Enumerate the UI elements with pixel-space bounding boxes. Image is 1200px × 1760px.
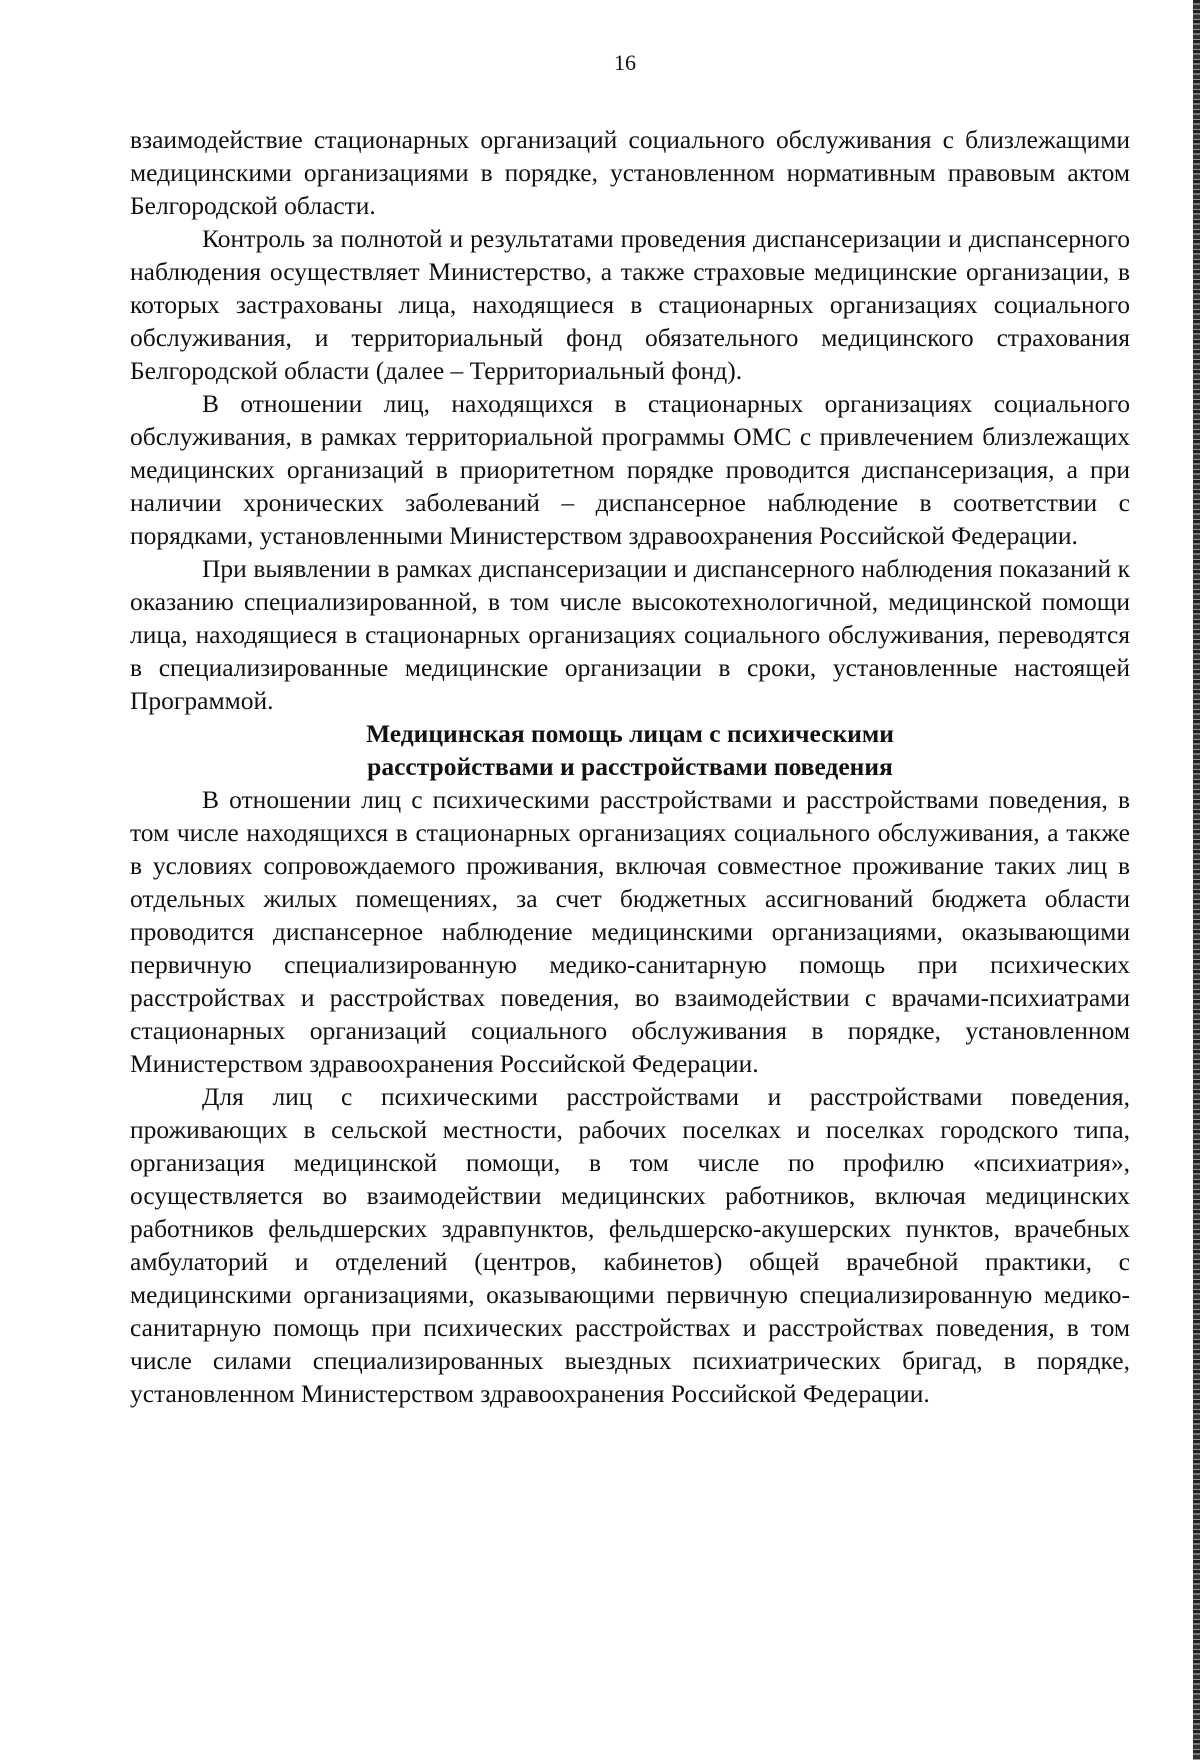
paragraph-control: Контроль за полнотой и результатами проведения диспансеризации и диспансерного наблюдения осуществляет Министерство, а также страховые медицинские организации, в которых застрахованы лица, находящиеся в стационарных организациях социального обслуживания, и территориальный фонд обязательного медицинского страхования Белгородской области (далее – Территориальный фонд). (130, 224, 1130, 385)
section-heading-line-1: Медицинская помощь лицам с психическими (366, 719, 894, 748)
section-heading-line-2: расстройствами и расстройствами поведения (367, 752, 893, 781)
document-body (130, 123, 1130, 1410)
scan-edge-border (1193, 0, 1200, 1760)
page-number: 16 (614, 50, 636, 75)
paragraph-mental-observation: В отношении лиц с психическими расстройствами и расстройствами поведения, в том числе находящихся в стационарных организациях социального обслуживания, а также в условиях сопровождаемого проживания, включая совместное проживание таких лиц в отдельных жилых помещениях, за счет бюджетных ассигнований бюджета области проводится диспансерное наблюдение медицинскими организациями, оказывающими первичную специализированную медико-санитарную помощь при психических расстройствах и расстройствах поведения, во взаимодействии с врачами-психиатрами стационарных организаций социального обслуживания в порядке, установленном Министерством здравоохранения Российской Федерации. (130, 785, 1130, 1078)
paragraph-transfer: При выявлении в рамках диспансеризации и диспансерного наблюдения показаний к оказанию специализированной, в том числе высокотехнологичной, медицинской помощи лица, находящиеся в стационарных организациях социального обслуживания, переводятся в специализированные медицинские организации в сроки, установленные настоящей Программой. (130, 554, 1130, 715)
paragraph-continuation: взаимодействие стационарных организаций социального обслуживания с близлежащими медицинскими организациями в порядке, установленном нормативным правовым актом Белгородской области. (130, 125, 1130, 220)
paragraph-rural-care: Для лиц с психическими расстройствами и расстройствами поведения, проживающих в сельской местности, рабочих поселках и поселках городского типа, организация медицинской помощи, в том числе по профилю «психиатрия», осуществляется во взаимодействии медицинских работников, включая медицинских работников фельдшерских здравпунктов, фельдшерско-акушерских пунктов, врачебных амбулаторий и отделений (центров, кабинетов) общей врачебной практики, с медицинскими организациями, оказывающими первичную специализированную медико-санитарную помощь при психических расстройствах и расстройствах поведения, в том числе силами специализированных выездных психиатрических бригад, в порядке, установленном Министерством здравоохранения Российской Федерации. (130, 1082, 1130, 1408)
section-heading (130, 717, 1130, 783)
paragraph-dispensary: В отношении лиц, находящихся в стационарных организациях социального обслуживания, в рамках территориальной программы ОМС с привлечением близлежащих медицинских организаций в приоритетном порядке проводится диспансеризация, а при наличии хронических заболеваний – диспансерное наблюдение в соответствии с порядками, установленными Министерством здравоохранения Российской Федерации. (130, 389, 1130, 550)
